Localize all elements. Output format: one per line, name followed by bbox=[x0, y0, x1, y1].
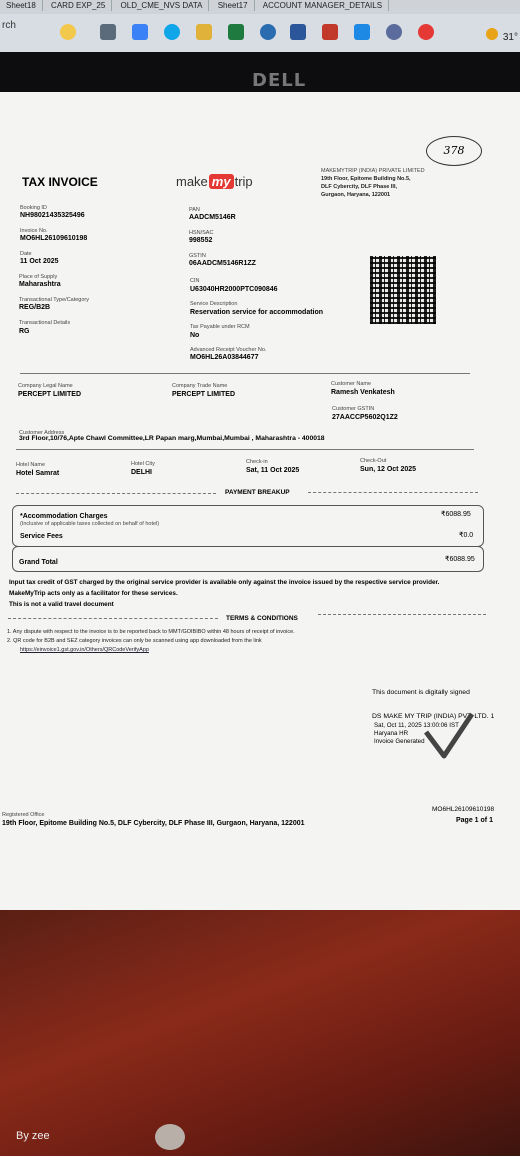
gstin-value: 06AADCM5146R1ZZ bbox=[189, 260, 256, 267]
company-trade-name-value: PERCEPT LIMITED bbox=[172, 391, 236, 398]
pan-label: PAN bbox=[189, 207, 200, 213]
gstin-label: GSTIN bbox=[189, 253, 206, 259]
rcm-label: Tax Payable under RCM bbox=[190, 324, 250, 330]
date-value: 11 Oct 2025 bbox=[20, 258, 59, 265]
excel-sheet-tabs bbox=[0, 0, 520, 14]
signature-line: Haryana HR bbox=[374, 730, 409, 737]
taskbar-search[interactable]: rch bbox=[2, 20, 16, 31]
customer-name-label: Customer Name bbox=[331, 381, 372, 387]
makemytrip-logo: make my trip bbox=[176, 174, 253, 189]
divider bbox=[16, 449, 474, 450]
page-number: Page 1 of 1 bbox=[456, 817, 493, 824]
sheet-tab[interactable]: OLD_CME_NVS DATA bbox=[115, 0, 210, 11]
camera-button[interactable] bbox=[155, 1124, 185, 1150]
customer-gstin-label: Customer GSTIN bbox=[332, 406, 375, 412]
grand-total-label: Grand Total bbox=[19, 559, 58, 566]
booking-id-label: Booking ID bbox=[20, 205, 47, 211]
customer-gstin-value: 27AACCP5602Q1Z2 bbox=[332, 414, 398, 421]
disclaimer-line: This is not a valid travel document bbox=[9, 601, 114, 608]
booking-id-value: NH98021435325496 bbox=[20, 212, 85, 219]
customer-name-value: Ramesh Venkatesh bbox=[331, 389, 395, 396]
grand-total-amount: ₹6088.95 bbox=[445, 556, 475, 563]
company-legal-name-value: PERCEPT LIMITED bbox=[18, 391, 82, 398]
sheet-tab[interactable]: Sheet18 bbox=[0, 0, 43, 11]
signature-line: DS MAKE MY TRIP (INDIA) PVT. LTD. 1 bbox=[372, 713, 495, 720]
accommodation-amount: ₹6088.95 bbox=[441, 511, 471, 518]
company-trade-name-label: Company Trade Name bbox=[172, 383, 228, 389]
chrome-icon[interactable] bbox=[418, 24, 434, 40]
disclaimer-line: MakeMyTrip acts only as a facilitator for these services. bbox=[9, 590, 178, 597]
check-in-label: Check-in bbox=[246, 459, 268, 465]
registered-office-value: 19th Floor, Epitome Building No.5, DLF Cybercity, DLF Phase III, Gurgaon, Haryana, 122001 bbox=[2, 820, 305, 827]
divider bbox=[318, 614, 486, 615]
transaction-details-value: RG bbox=[19, 328, 30, 335]
accommodation-label: *Accommodation Charges bbox=[20, 513, 108, 520]
signature-check-icon bbox=[422, 710, 474, 762]
network-icon[interactable] bbox=[386, 24, 402, 40]
customer-address-label: Customer Address bbox=[19, 430, 65, 436]
pan-value: AADCM5146R bbox=[189, 214, 236, 221]
transaction-type-label: Transactional Type/Category bbox=[19, 297, 90, 303]
teams-icon[interactable] bbox=[132, 24, 148, 40]
footer-invoice-no: MO6HL26109610198 bbox=[432, 806, 495, 813]
outlook-icon[interactable] bbox=[260, 24, 276, 40]
powerpoint-icon[interactable] bbox=[322, 24, 338, 40]
hotel-name-value: Hotel Samrat bbox=[16, 470, 60, 477]
total-box bbox=[12, 546, 484, 572]
check-out-label: Check-Out bbox=[360, 458, 387, 464]
payment-breakup-heading: PAYMENT BREAKUP bbox=[225, 489, 290, 496]
hsn-label: HSN/SAC bbox=[189, 230, 214, 236]
divider bbox=[20, 373, 470, 374]
hotel-city-label: Hotel City bbox=[131, 461, 155, 467]
place-of-supply-value: Maharashtra bbox=[19, 281, 61, 288]
service-description-value: Reservation service for accommodation bbox=[190, 309, 324, 316]
cin-label: CIN bbox=[190, 278, 200, 284]
service-description-label: Service Description bbox=[190, 301, 238, 307]
check-out-value: Sun, 12 Oct 2025 bbox=[360, 466, 417, 473]
rcm-value: No bbox=[190, 332, 200, 339]
divider bbox=[308, 492, 478, 493]
background-fabric bbox=[0, 910, 520, 1156]
hotel-name-label: Hotel Name bbox=[16, 462, 46, 468]
date-label: Date bbox=[20, 251, 32, 257]
cin-value: U63040HR2000PTC090846 bbox=[190, 286, 278, 293]
transaction-type-value: REG/B2B bbox=[19, 304, 51, 311]
monitor-logo: DELL bbox=[252, 70, 307, 91]
company-header-line: DLF Cybercity, DLF Phase III, bbox=[321, 184, 397, 190]
handwritten-number: 378 bbox=[426, 136, 482, 166]
app-icon[interactable] bbox=[354, 24, 370, 40]
windows-taskbar bbox=[0, 14, 520, 52]
service-fees-amount: ₹0.0 bbox=[459, 532, 474, 539]
sheet-tab[interactable]: CARD EXP_25 bbox=[45, 0, 112, 11]
divider bbox=[8, 618, 218, 619]
edge-icon[interactable] bbox=[164, 24, 180, 40]
hsn-value: 998552 bbox=[189, 237, 213, 244]
invoice-title: TAX INVOICE bbox=[22, 175, 98, 189]
copilot-icon[interactable] bbox=[60, 24, 76, 40]
company-legal-name-label: Company Legal Name bbox=[18, 383, 73, 389]
terms-item: 1. Any dispute with respect to the invoice is to be reported back to MMT/GOIBIBO within 48 hours of receipt of invoice. bbox=[7, 629, 295, 635]
company-header-line: 19th Floor, Epitome Building No.5, bbox=[321, 176, 411, 182]
weather-icon bbox=[486, 28, 498, 40]
signature-line: Invoice Generated bbox=[374, 738, 425, 745]
transaction-details-label: Transactional Details bbox=[19, 320, 71, 326]
qr-code bbox=[370, 256, 436, 324]
excel-icon[interactable] bbox=[228, 24, 244, 40]
qr-verify-link[interactable]: https://einvoice1.gst.gov.in/Others/QRCodeVerifyApp bbox=[20, 647, 149, 653]
divider bbox=[16, 493, 216, 494]
invoice-no-label: Invoice No. bbox=[20, 228, 48, 234]
task-view-icon[interactable] bbox=[100, 24, 116, 40]
voucher-label: Advanced Receipt Voucher No. bbox=[190, 347, 267, 353]
file-explorer-icon[interactable] bbox=[196, 24, 212, 40]
voucher-value: MO6HL26A03844677 bbox=[190, 354, 259, 361]
customer-address-value: 3rd Floor,10/76,Apte Chawl Committee,LR Papan marg,Mumbai,Mumbai , Maharashtra - 400018 bbox=[19, 435, 325, 442]
signed-text: This document is digitally signed bbox=[372, 689, 470, 696]
disclaimer-line: Input tax credit of GST charged by the original service provider is available only against the invoice issued by the respective service provider. bbox=[9, 579, 440, 586]
accommodation-note: (Inclusive of applicable taxes collected on behalf of hotel) bbox=[20, 521, 160, 527]
terms-item: 2. QR code for B2B and SEZ category invoices can only be scanned using app downloaded from the link bbox=[7, 638, 262, 644]
terms-heading: TERMS & CONDITIONS bbox=[226, 615, 298, 622]
weather-temp: 31° bbox=[502, 32, 518, 43]
watermark: By zee bbox=[16, 1130, 50, 1142]
service-fees-label: Service Fees bbox=[20, 533, 63, 540]
signature-line: Sat, Oct 11, 2025 13:00:06 IST bbox=[374, 722, 459, 729]
word-icon[interactable] bbox=[290, 24, 306, 40]
sheet-tab[interactable]: Sheet17 bbox=[212, 0, 255, 11]
check-in-value: Sat, 11 Oct 2025 bbox=[246, 467, 300, 474]
company-header-line: Gurgaon, Haryana, 122001 bbox=[321, 192, 391, 198]
company-header-line: MAKEMYTRIP (INDIA) PRIVATE LIMITED bbox=[321, 168, 425, 174]
hotel-city-value: DELHI bbox=[131, 469, 152, 476]
sheet-tab[interactable]: ACCOUNT MANAGER_DETAILS bbox=[257, 0, 389, 11]
invoice-no-value: MO6HL26109610198 bbox=[20, 235, 88, 242]
registered-office-label: Registered Office bbox=[2, 812, 45, 818]
place-of-supply-label: Place of Supply bbox=[19, 274, 58, 280]
